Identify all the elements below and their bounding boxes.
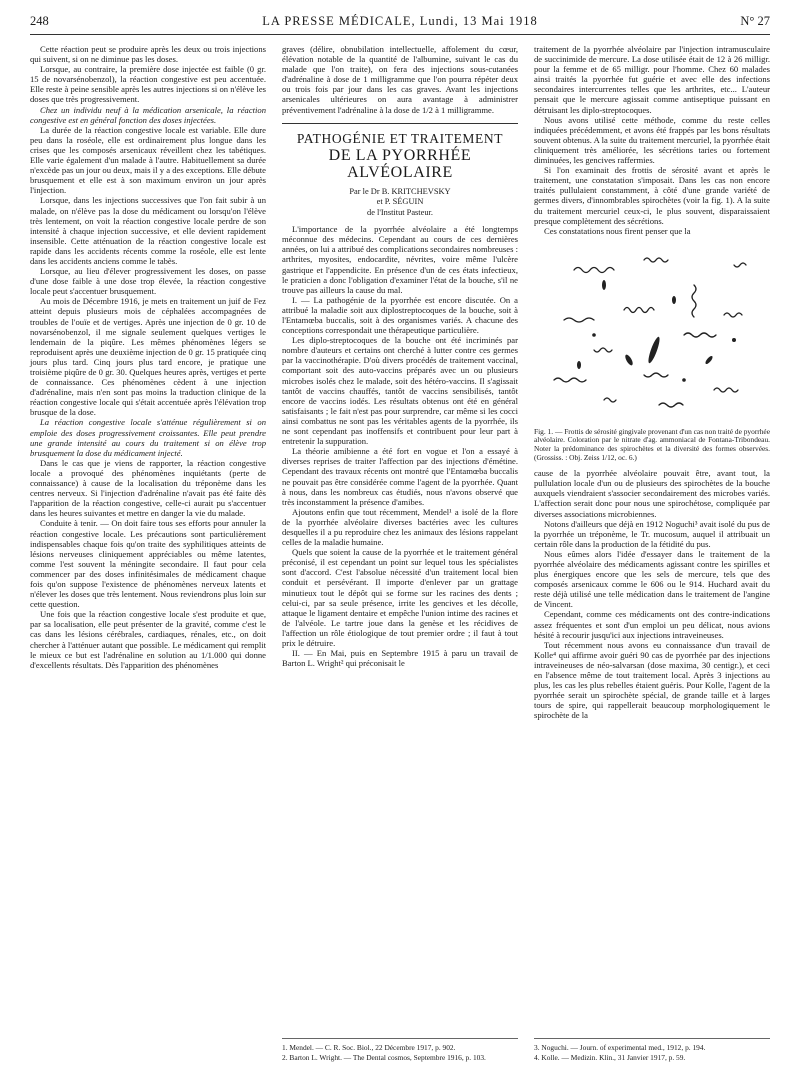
- author-2: et P. SÉGUIN: [376, 197, 424, 207]
- paragraph: Nous eûmes alors l'idée d'essayer dans le traitement de la pyorrhée alvéolaire des médicaments agissant contre les spirilles et plus énergiques encore que les sels de mercure, tels que des composés arsenicaux comme le 606 ou le 914. Huchard avait du reste déjà utilisé une telle médication dans le traitement de l'angine de Vincent.: [534, 548, 770, 610]
- paragraph: Conduite à tenir. — On doit faire tous ses efforts pour annuler la réaction congestive locale. Les précautions sont particulièrement indispensables chaque fois qu'on traite des syphilitiques atteints de lésions nerveuses cliniquement appréciables ou même latentes, comme l'est souvent la méningite secondaire. Il faut pour cela commencer par des doses infinitésimales de médicament chaque fois qu'on suppose l'existence de phénomènes nerveux latents et n'élever les doses que très lentement. Nous reviendrons plus loin sur cette question.: [30, 518, 266, 610]
- paragraph: Tout récemment nous avons eu connaissance d'un travail de Kolle⁴ qui affirme avoir guéri 90 cas de pyorrhée par des injections intraveineuses de néo-salvarsan (dose maxima, 30 centigr.), et ceci en l'absence même de tout traitement local. Après 3 injections au plus, les cas les plus rebelles étaient guéris. Pour Kolle, l'agent de la pyorrhée serait un spirochète spécial, de grande taille et à larges tours de spire, qui rappellerait beaucoup morphologiquement le spirochète de la: [534, 639, 770, 721]
- paragraph: Lorsque, au lieu d'élever progressivement les doses, on passe d'une dose faible à une dose trop élevée, la réaction congestive locale peut s'accentuer brusquement.: [30, 266, 266, 297]
- article-body: [282, 224, 518, 668]
- paragraph: L'importance de la pyorrhée alvéolaire a été longtemps méconnue des médecins. Cependant au cours de ces dernières années, on lui a attribué des complications secondaires nombreuses : arthrites, myosites, endocardite, névrites, voire même l'ulcère gastrique et l'appendicite. En présence d'un de ces états infectieux, le praticien a donc l'obligation d'examiner l'état de la bouche, s'il ne trouve pas ailleurs la cause du mal.: [282, 224, 518, 295]
- footnotes-right: [534, 1038, 770, 1063]
- page-number: 248: [30, 14, 49, 28]
- paragraph: graves (délire, obnubilation intellectuelle, affolement du cœur, élévation notable de la quantité de l'albumine, suivant le cas du malade que l'on traite), on fera des injections sous-cutanées d'adrénaline à dose de 1 milligramme que l'on pourra répéter deux ou trois fois par jour dans les cas graves. Avant les injections arsenicales ultérieures on aura avantage à administrer préventivement l'adrénaline à la dose de 1/2 à 1 milligramme.: [282, 44, 518, 115]
- paragraph: Cependant, comme ces médicaments ont des contre-indications assez fréquentes et sont d'un emploi un peu délicat, nous avions hésité à recourir jusqu'ici aux injections intraveineuses.: [534, 609, 770, 640]
- paragraph: Lorsque, au contraire, la première dose injectée est faible (0 gr. 15 de novarsénobenzol), la réaction congestive est peu accentuée. Elle reste à peine sensible après les autres injections si on n'élève les doses que très progressivement.: [30, 64, 266, 105]
- article-title-line2: DE LA PYORRHÉE ALVÉOLAIRE: [328, 146, 472, 181]
- paragraph: Ajoutons enfin que tout récemment, Mendel¹ a isolé de la flore de la pyorrhée alvéolaire diverses bactéries avec les cultures desquelles il a pu reproduire chez les animaux des lésions rappelant celles de la maladie humaine.: [282, 506, 518, 548]
- article-body-continued-2: [534, 468, 770, 720]
- article-body-continued: [534, 44, 770, 236]
- column-middle: [282, 44, 518, 668]
- paragraph: Quels que soient la cause de la pyorrhée et le traitement général préconisé, il est cependant un point sur lequel tous les spécialistes sont d'accord. C'est l'absolue nécessité d'un traitement local bien conduit et persévérant. Il importe d'enlever par un grattage minutieux tout le dépôt qui se forme sur les racines des dents ; celui-ci, par sa seule présence, irrite les gencives et les décolle, attaque le ligament dentaire et empêche l'union intime des racines et de l'alvéole. Le tartre joue dans la genèse et les récidives de l'affection un rôle étiologique de tout premier ordre ; il faut à tout prix le détruire.: [282, 547, 518, 648]
- paragraph: Ces constatations nous firent penser que la: [544, 225, 691, 236]
- running-header: [30, 14, 770, 35]
- author-1: Par le Dr B. KRITCHEVSKY: [349, 186, 451, 196]
- footnotes-middle: [282, 1038, 518, 1063]
- issue-number: N° 27: [740, 14, 770, 28]
- column-right: [534, 44, 770, 721]
- spirochete-micrograph-illustration: [534, 240, 770, 425]
- paragraph: Nous avons utilisé cette méthode, comme du reste celles indiquées précédemment, et avons été frappés par les bons résultats souvent obtenus. A la suite du traitement mercuriel, la pyorrhée était cliniquement très améliorée, les sécrétions taries ou fortement diminuées, les gencives raffermies.: [534, 114, 770, 166]
- article-title: [282, 130, 518, 181]
- paragraph: La réaction congestive locale s'atténue régulièrement si on emploie des doses progressivement croissantes. Elle peut prendre une grande intensité au cours du traitement si on élève trop brusquement la dose du médicament injecté.: [30, 417, 266, 458]
- footnote: 1. Mendel. — C. R. Soc. Biol., 22 Décembre 1917, p. 902.: [282, 1043, 456, 1052]
- paragraph: Dans le cas que je viens de rapporter, la réaction congestive locale a provoqué des phénomènes inquiétants (perte de connaissance) à cause de la localisation du tréponème dans les centres nerveux. Si l'injection d'adrénaline n'avait pas été faite dès l'apparition de la réaction congestive, celle-ci aurait pu s'accentuer dans les heures suivantes et mettre en danger la vie du malade.: [30, 457, 266, 519]
- article-title-line1: PATHOGÉNIE ET TRAITEMENT: [296, 130, 504, 146]
- footnote: 4. Kolle. — Medizin. Klin., 31 Janvier 1917, p. 59.: [534, 1053, 686, 1062]
- column-left: [30, 44, 266, 670]
- journal-title: LA PRESSE MÉDICALE, Lundi, 13 Mai 1918: [262, 14, 538, 28]
- paragraph: La théorie amibienne a été fort en vogue et l'on a essayé à diverses reprises de traiter l'affection par des injections d'émétine. Cependant des travaux récents ont montré que l'Entamœba buccalis ne pouvait pas être considérée comme l'agent de la pyorrhée. Quant à nous, dans les nombreux cas étudiés, nous n'avons observé que très inconstamment la présence d'amibes.: [282, 446, 518, 507]
- paragraph: Lorsque, dans les injections successives que l'on fait subir à un malade, on n'élève pas la dose du médicament ou lorsqu'on l'élève très lentement, on voit la réaction congestive locale perdre de son intensité à chaque injection successive, et elle devient rapidement insensible. Cette atténuation de la réaction congestive locale est rapide dans les accidents récents comme la roséole, elle est lente dans les accidents anciens comme le tabès.: [30, 195, 266, 266]
- footnote: 3. Noguchi. — Journ. of experimental med., 1912, p. 194.: [534, 1043, 706, 1052]
- paragraph: Chez un individu neuf à la médication arsenicale, la réaction congestive est en général fonction des doses injectées.: [30, 104, 266, 125]
- paragraph: traitement de la pyorrhée alvéolaire par l'injection intramusculaire de succinimide de mercure. La dose utilisée était de 12 à 26 milligr. pour la femme et de 65 milligr. pour l'homme. Chez 60 malades ainsi traités la pyorrhée fut guérie et avec elle des infections secondaires intercurrentes telles que les arthrites, etc... L'auteur pensait que le mercure agissait comme antiseptique puissant en détruisant les diplo-streptocoques.: [534, 44, 770, 115]
- paragraph: Une fois que la réaction congestive locale s'est produite et que, par sa localisation, elle peut présenter de la gravité, comme c'est le cas dans les lésions cérébrales, cardiaques, rénales, etc., on doit chercher à l'atténuer autant que possible. Le médicament qui remplit le mieux ce but est l'adrénaline en solution au 1/1.000 qui donne d'excellents résultats. Dès l'apparition des phénomènes: [30, 609, 266, 670]
- paragraph: Si l'on examinait des frottis de sérosité avant et après le traitement, une constatation s'imposait. Dans les cas non encore traités pullulaient constamment, à côté d'une grande variété de germes divers, d'innombrables spirochètes (voir la fig. 1). A la suite du traitement mercuriel ceux-ci, le plus souvent, disparaissaient presque complètement des sécrétions.: [534, 165, 770, 226]
- paragraph: II. — En Mai, puis en Septembre 1915 à paru un travail de Barton L. Wright² qui préconisait le: [282, 648, 518, 669]
- byline: [282, 187, 518, 219]
- article-divider: [282, 123, 518, 124]
- figure-1-spirochetes: [534, 240, 770, 425]
- paragraph: Au mois de Décembre 1916, je mets en traitement un juif de Fez atteint depuis plusieurs mois de céphalées accompagnées de troubles de l'ouïe et de vertiges. Après une injection de 0 gr. 10 de novarsénobenzol, il me signale seulement quelques vertiges le lendemain de la piqûre. Les mêmes phénomènes légers se reproduisent après une deuxième injection de 0 gr. 15 pratiquée cinq jours plus tard. Cinq jours plus tard encore, je pratique une troisième piqûre de 0 gr. 30. Quelques heures après, vertiges et perte de connaissance. Ces phénomènes cèdent à une injection d'adrénaline, mais n'en sont pas moins la traduction clinique de la réaction congestive locale qui s'était accentuée après l'élévation trop brusque de la dose.: [30, 296, 266, 418]
- paragraph: Cette réaction peut se produire après les deux ou trois injections qui suivent, si on ne diminue pas les doses.: [30, 44, 266, 65]
- paragraph: Notons d'ailleurs que déjà en 1912 Noguchi³ avait isolé du pus de la pyorrhée un tréponème, le Tr. mucosum, auquel il attribuait un certain rôle dans la production de la fétidité du pus.: [534, 518, 770, 549]
- figure-caption: Fig. 1. — Frottis de sérosité gingivale provenant d'un cas non traité de pyorrhée alvéolaire. Coloration par le nitrate d'ag. ammoniacal de Fontana-Tribondeau. Noter la prédominance des spirochètes et la diversité des formes observées. (Grossiss. : Obj. Zeiss 1/12, oc. 6.): [534, 426, 770, 462]
- footnote: 2. Barton L. Wright. — The Dental cosmos, Septembre 1916, p. 103.: [282, 1053, 486, 1062]
- paragraph: I. — La pathogénie de la pyorrhée est encore discutée. On a attribué la maladie soit aux diplostreptocoques de la bouche, soit à l'Entamœba buccalis, soit à des organismes variés. A chacune des conceptions correspondait une thérapeutique particulière.: [282, 294, 518, 336]
- paragraph: Les diplo-streptocoques de la bouche ont été incriminés par nombre d'auteurs et certains ont cherché à lutter contre ces germes par la vaccinothérapie. D'où divers procédés de traitement vaccinal, comportant soit des auto-vaccins préparés avec un ou plusieurs microbes isolés chez le malade, soit des hétéro-vaccins. Il s'agissait tantôt de vaccins chauffés, tantôt de vaccins sensibilisés, tantôt encore de vaccins iodés. Les résultats obtenus ont été en général satisfaisants ; le fait n'est pas pour surprendre, car même si les cocci ainsi combattus ne sont pas les véritables agents de la pyorrhée, ils ne sont cependant pas inoffensifs et contribuent pour leur part à entretenir la suppuration.: [282, 335, 518, 447]
- affiliation: de l'Institut Pasteur.: [367, 207, 433, 217]
- paragraph: La durée de la réaction congestive locale est variable. Elle dure peu dans la roséole, elle est ordinairement plus longue dans les crises que les composés arsenicaux réveillent chez les tabétiques. Elle varie également d'un malade à l'autre. Habituellement sa durée n'excède pas un jour ou deux, mais il y a des exceptions. Elle débute brusquement et elle est à son maximum environ un jour après l'injection.: [30, 124, 266, 196]
- paragraph: cause de la pyorrhée alvéolaire pouvait être, avant tout, la pullulation locale d'un ou de plusieurs des spirochètes de la bouche auxquels viendraient s'associer secondairement des microbes variés. L'affection serait donc pour nous une spirochétose, compliquée par diverses associations microbiennes.: [534, 468, 770, 519]
